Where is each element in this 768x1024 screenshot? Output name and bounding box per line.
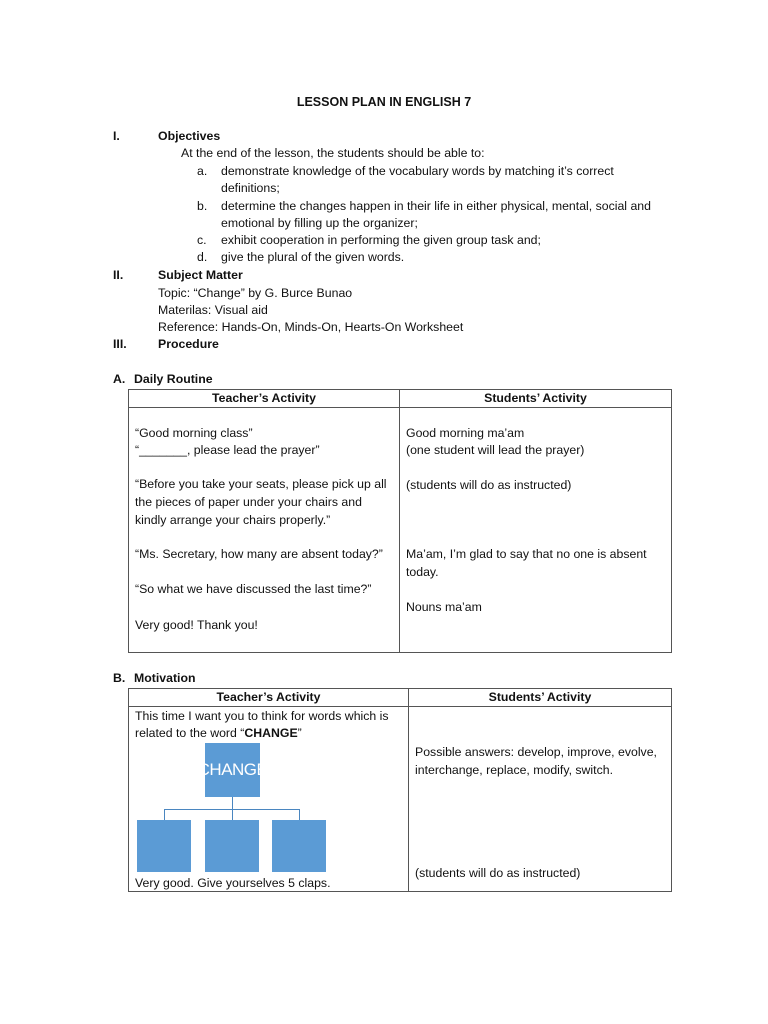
objective-d-line-1: give the plural of the given words. (221, 250, 405, 264)
daily-routine-letter: A. (113, 372, 126, 386)
student-line: (one student will lead the prayer) (406, 443, 585, 457)
student-line: Possible answers: develop, improve, evolve, (415, 745, 657, 759)
objective-b-line-2: emotional by filling up the organizer; (221, 216, 418, 230)
diagram-empty-box (205, 820, 259, 872)
teacher-line: kindly arrange your chairs properly.” (135, 513, 331, 527)
subject-reference: Reference: Hands-On, Minds-On, Hearts-On Worksheet (158, 320, 464, 334)
motivation-students-header: Students’ Activity (409, 689, 672, 707)
motivation-heading: Motivation (134, 671, 196, 685)
objectives-intro: At the end of the lesson, the students should be able to: (181, 146, 485, 160)
daily-routine-heading: Daily Routine (134, 372, 213, 386)
objective-c-line-1: exhibit cooperation in performing the given group task and; (221, 233, 541, 247)
diagram-connector (164, 809, 165, 820)
diagram-connector (232, 809, 233, 820)
subject-materials: Materilas: Visual aid (158, 303, 268, 317)
daily-routine-students-cell (400, 408, 672, 653)
section-heading-objectives: Objectives (158, 129, 221, 143)
diagram-change-box: CHANGE (205, 743, 260, 797)
objective-letter-a: a. (197, 164, 208, 178)
student-line: (students will do as instructed) (406, 478, 572, 492)
daily-routine-teacher-header: Teacher’s Activity (129, 390, 400, 408)
objective-a-line-1: demonstrate knowledge of the vocabulary words by matching it’s correct (221, 164, 614, 178)
objective-letter-c: c. (197, 233, 207, 247)
objective-b-line-1: determine the changes happen in their life in either physical, mental, social and (221, 199, 651, 213)
teacher-line-keyword: CHANGE (244, 726, 298, 740)
student-line: Ma’am, I’m glad to say that no one is absent (406, 547, 647, 561)
student-line: Good morning ma’am (406, 426, 525, 440)
daily-routine-table (128, 389, 672, 653)
teacher-line: Very good. Give yourselves 5 claps. (135, 876, 331, 890)
objective-letter-b: b. (197, 199, 208, 213)
student-line: (students will do as instructed) (415, 866, 581, 880)
subject-topic: Topic: “Change” by G. Burce Bunao (158, 286, 353, 300)
teacher-line: “_______, please lead the prayer” (135, 443, 320, 457)
student-line: interchange, replace, modify, switch. (415, 763, 613, 777)
page-title: LESSON PLAN IN ENGLISH 7 (296, 95, 472, 109)
teacher-line: “So what we have discussed the last time?” (135, 582, 372, 596)
section-numeral-objectives: I. (113, 129, 120, 143)
teacher-line: This time I want you to think for words which is (135, 709, 389, 723)
daily-routine-teacher-cell (129, 408, 400, 653)
teacher-line: the pieces of paper under your chairs and (135, 495, 362, 509)
teacher-line: Very good! Thank you! (135, 618, 258, 632)
section-heading-procedure: Procedure (158, 337, 219, 351)
teacher-line-text: related to the word “ (135, 726, 245, 740)
daily-routine-students-header: Students’ Activity (400, 390, 672, 408)
section-numeral-subject-matter: II. (113, 268, 124, 282)
teacher-line (135, 725, 302, 742)
objective-a-line-2: definitions; (221, 181, 280, 195)
section-heading-subject-matter: Subject Matter (158, 268, 243, 282)
teacher-line: “Before you take your seats, please pick up all (135, 477, 387, 491)
motivation-students-cell (409, 707, 672, 892)
diagram-empty-box (137, 820, 191, 872)
student-line: Nouns ma’am (406, 600, 482, 614)
student-line: today. (406, 565, 439, 579)
motivation-letter: B. (113, 671, 126, 685)
diagram-connector (299, 809, 300, 820)
teacher-line: “Good morning class” (135, 426, 253, 440)
section-numeral-procedure: III. (113, 337, 127, 351)
objective-letter-d: d. (197, 250, 208, 264)
diagram-connector (232, 797, 233, 809)
teacher-line: “Ms. Secretary, how many are absent today?” (135, 547, 383, 561)
diagram-empty-box (272, 820, 326, 872)
teacher-line-text-end: ” (297, 726, 302, 740)
motivation-teacher-header: Teacher’s Activity (129, 689, 409, 707)
